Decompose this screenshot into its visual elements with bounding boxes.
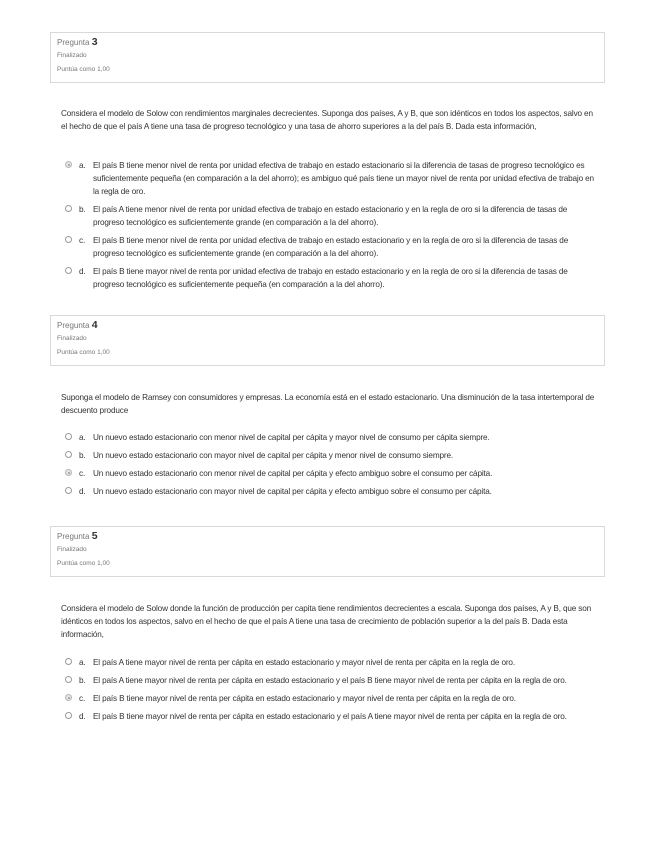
radio-icon[interactable] — [65, 267, 72, 274]
question-grade: Puntúa como 1,00 — [57, 560, 110, 567]
answer-option[interactable] — [65, 234, 595, 260]
question-3-stem: Considera el modelo de Solow con rendimientos marginales decrecientes. Suponga dos países, A y B, que son idénticos en todos los aspectos, salvo en el hecho de que el país A tiene una tasa de progreso tecnológico y una tasa de ahorro superiores a la del país B. Dada esta información, — [61, 109, 593, 131]
option-text: El país A tiene mayor nivel de renta per cápita en estado estacionario y el país B tiene mayor nivel de renta per cápita en la regla de oro. — [93, 676, 567, 685]
option-text: El país B tiene mayor nivel de renta per cápita en estado estacionario y el país A tiene mayor nivel de renta per cápita en la regla de oro. — [93, 712, 567, 721]
radio-icon[interactable] — [65, 676, 72, 683]
option-letter: c. — [79, 236, 86, 245]
question-5-stem: Considera el modelo de Solow donde la función de producción per capita tiene rendimientos decrecientes a escala. Suponga dos países, A y B, que son idénticos en todos los aspectos, salvo en el hecho de que el país A tiene una tasa de crecimiento de población superior a la del país B. Dada esta información, — [61, 604, 592, 639]
option-text: Un nuevo estado estacionario con menor nivel de capital per cápita y mayor nivel de consumo per cápita siempre. — [93, 433, 490, 442]
option-letter: b. — [79, 205, 86, 214]
radio-selected-icon[interactable] — [65, 469, 72, 476]
radio-icon[interactable] — [65, 658, 72, 665]
question-5-answers — [65, 656, 595, 728]
radio-icon[interactable] — [65, 487, 72, 494]
question-state: Finalizado — [57, 546, 87, 553]
option-text: Un nuevo estado estacionario con mayor nivel de capital per cápita y menor nivel de consumo siempre. — [93, 451, 454, 460]
question-grade: Puntúa como 1,00 — [57, 66, 110, 73]
question-4-info — [50, 315, 605, 366]
radio-icon[interactable] — [65, 433, 72, 440]
radio-icon[interactable] — [65, 712, 72, 719]
answer-option[interactable] — [65, 485, 595, 498]
option-letter: d. — [79, 487, 86, 496]
question-number: Pregunta 3 — [57, 36, 98, 48]
option-letter: d. — [79, 267, 86, 276]
question-number: Pregunta 4 — [57, 319, 98, 331]
question-5-info — [50, 526, 605, 577]
radio-selected-icon[interactable] — [65, 694, 72, 701]
question-grade: Puntúa como 1,00 — [57, 349, 110, 356]
answer-option[interactable] — [65, 710, 595, 723]
answer-option[interactable] — [65, 449, 595, 462]
option-letter: d. — [79, 712, 86, 721]
answer-option[interactable] — [65, 656, 595, 669]
question-4-stem: Suponga el modelo de Ramsey con consumidores y empresas. La economía está en el estado estacionario. Una disminución de la tasa intertemporal de descuento produce — [61, 393, 595, 415]
option-letter: b. — [79, 676, 86, 685]
option-text: El país A tiene mayor nivel de renta per cápita en estado estacionario y mayor nivel de renta per cápita en la regla de oro. — [93, 658, 515, 667]
question-3-info — [50, 32, 605, 83]
option-text: El país B tiene mayor nivel de renta per cápita en estado estacionario y mayor nivel de renta per cápita en la regla de oro. — [93, 694, 516, 703]
radio-icon[interactable] — [65, 205, 72, 212]
option-text: El país B tiene mayor nivel de renta por unidad efectiva de trabajo en estado estacionario y en la regla de oro si la diferencia de tasas de progreso tecnológico es suficientemente pequeña (en comparación a la del ahorro). — [93, 267, 568, 289]
option-letter: a. — [79, 658, 86, 667]
radio-icon[interactable] — [65, 236, 72, 243]
answer-option[interactable] — [65, 692, 595, 705]
answer-option[interactable] — [65, 203, 595, 229]
answer-option[interactable] — [65, 265, 595, 291]
option-letter: a. — [79, 161, 86, 170]
question-number: Pregunta 5 — [57, 530, 98, 542]
option-text: Un nuevo estado estacionario con menor nivel de capital per cápita y efecto ambiguo sobre el consumo per cápita. — [93, 469, 493, 478]
option-letter: c. — [79, 469, 86, 478]
question-state: Finalizado — [57, 335, 87, 342]
option-text: El país A tiene menor nivel de renta por unidad efectiva de trabajo en estado estacionario y en la regla de oro si la diferencia de tasas de progreso tecnológico es suficientemente grande (en comparación a la del ahorro). — [93, 205, 568, 227]
question-3-answers — [65, 159, 595, 296]
answer-option[interactable] — [65, 431, 595, 444]
question-4-answers — [65, 431, 595, 503]
option-text: El país B tiene menor nivel de renta por unidad efectiva de trabajo en estado estacionario si la diferencia de tasas de progreso tecnológico es suficientemente pequeña (en comparación a la del ahorro); es ambiguo qué país tiene un mayor nivel de renta por unidad efectiva de trabajo en la regla de oro. — [93, 161, 594, 196]
question-state: Finalizado — [57, 52, 87, 59]
option-letter: b. — [79, 451, 86, 460]
answer-option[interactable] — [65, 467, 595, 480]
answer-option[interactable] — [65, 674, 595, 687]
option-letter: a. — [79, 433, 86, 442]
option-text: El país B tiene menor nivel de renta por unidad efectiva de trabajo en estado estacionario y en la regla de oro si la diferencia de tasas de progreso tecnológico es suficientemente grande (en comparación a la del ahorro). — [93, 236, 569, 258]
option-text: Un nuevo estado estacionario con mayor nivel de capital per cápita y efecto ambiguo sobre el consumo per cápita. — [93, 487, 492, 496]
option-letter: c. — [79, 694, 86, 703]
radio-icon[interactable] — [65, 451, 72, 458]
answer-option[interactable] — [65, 159, 595, 198]
radio-selected-icon[interactable] — [65, 161, 72, 168]
